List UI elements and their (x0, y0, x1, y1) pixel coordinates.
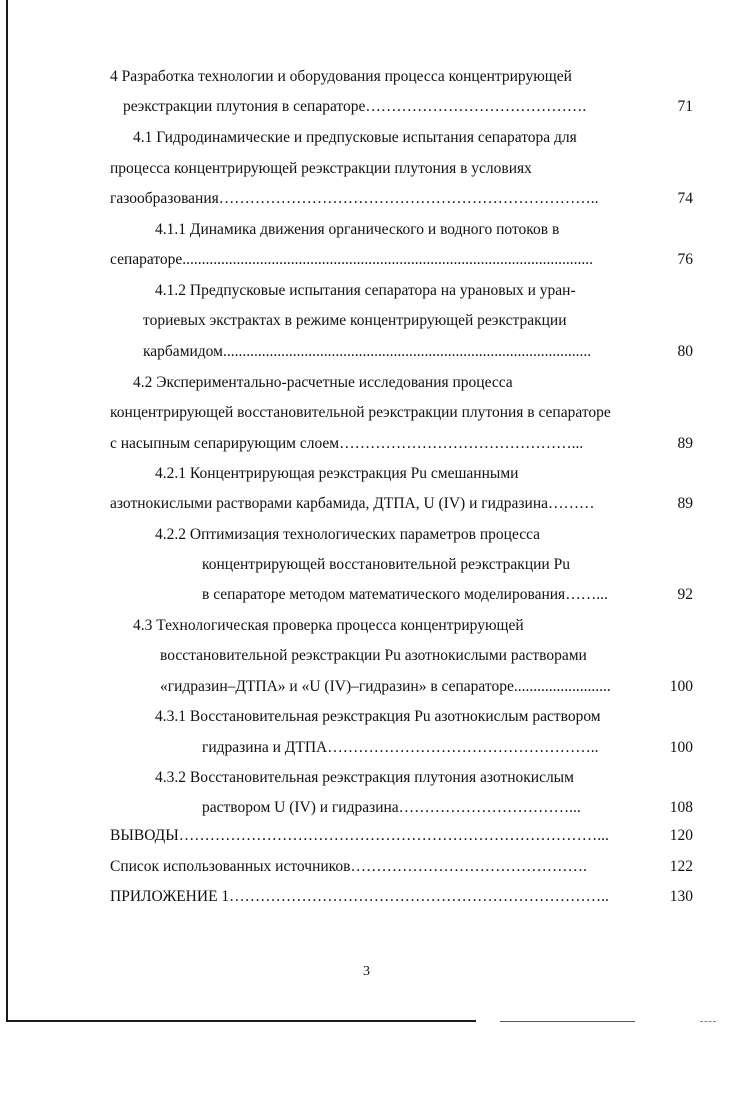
toc-entry-text: «гидразин–ДТПА» и «U (IV)–гидразин» в сепараторе......................... (160, 678, 611, 695)
scan-bottom-edge (6, 1020, 476, 1022)
toc-entry-page: 80 (677, 343, 693, 360)
toc-entry-page: 100 (669, 739, 693, 756)
toc-entry-text: карбамидом............................................................................................... (143, 343, 592, 360)
toc-entry-text: 4.1.1 Динамика движения органического и водного потоков в (155, 221, 560, 238)
page-number: 3 (363, 964, 370, 979)
toc-entry-text: азотнокислыми растворами карбамида, ДТПА, U (IV) и гидразина……… (110, 495, 595, 512)
toc-entry-text: ПРИЛОЖЕНИЕ 1……………………………………………………………….. (110, 888, 609, 905)
toc-entry-text: 4.2.1 Концентрирующая реэкстракция Pu смешанными (155, 465, 519, 482)
toc-entry-text: 4.3.2 Восстановительная реэкстракция плутония азотнокислым (155, 769, 574, 786)
toc-entry-text: концентрирующей восстановительной реэкстракции плутония в сепараторе (110, 404, 611, 421)
toc-entry-text: 4.3 Технологическая проверка процесса концентрирующей (133, 617, 524, 634)
toc-entry-text: газообразования……………………………………………………………….. (110, 190, 599, 207)
toc-entry-page: 108 (669, 799, 693, 816)
scan-bottom-edge-segment (500, 1021, 635, 1022)
toc-entry-text: концентрирующей восстановительной реэкстракции Pu (202, 556, 570, 573)
scan-bottom-edge-dash (700, 1021, 716, 1023)
toc-entry-text: реэкстракции плутония в сепараторе……………………………………. (123, 98, 587, 115)
toc-entry-text: ВЫВОДЫ………………………………………………………………………... (110, 827, 609, 844)
toc-entry-page: 89 (677, 435, 693, 452)
toc-entry-page: 89 (677, 495, 693, 512)
toc-entry-page: 74 (677, 190, 693, 207)
toc-entry-text: в сепараторе методом математического моделирования……... (202, 586, 608, 603)
toc-entry-text: 4.3.1 Восстановительная реэкстракция Pu азотнокислым раствором (155, 708, 601, 725)
toc-entry-page: 100 (669, 678, 693, 695)
toc-entry-text: сепараторе.......................................................................................................... (110, 251, 594, 268)
toc-entry-text: 4.1 Гидродинамические и предпусковые испытания сепаратора для (133, 129, 577, 146)
toc-entry-text: ториевых экстрактах в режиме концентрирующей реэкстракции (143, 312, 567, 329)
toc-entry-page: 92 (677, 586, 693, 603)
toc-entry-page: 76 (677, 251, 693, 268)
toc-entry-text: Список использованных источников………………………………………. (110, 858, 587, 875)
toc-entry-text: с насыпным сепарирующим слоем………………………………………... (110, 435, 584, 452)
toc-entry-text: процесса концентрирующей реэкстракции плутония в условиях (110, 160, 532, 177)
toc-entry-page: 120 (669, 827, 693, 844)
toc-entry-text: восстановительной реэкстракции Pu азотнокислыми растворами (160, 647, 587, 664)
toc-entry-text: раствором U (IV) и гидразина……………………………... (202, 799, 581, 816)
toc-entry-text: гидразина и ДТПА…………………………………………….. (202, 739, 599, 756)
toc-entry-text: 4.2.2 Оптимизация технологических параметров процесса (155, 526, 541, 543)
toc-entry-page: 71 (677, 98, 693, 115)
toc-entry-text: 4 Разработка технологии и оборудования процесса концентрирующей (110, 68, 572, 85)
scan-left-edge (6, 0, 8, 1022)
toc-entry-text: 4.2 Экспериментально-расчетные исследования процесса (133, 374, 513, 391)
toc-entry-page: 122 (669, 858, 693, 875)
toc-entry-page: 130 (669, 888, 693, 905)
toc-entry-text: 4.1.2 Предпусковые испытания сепаратора на урановых и уран- (155, 282, 576, 299)
